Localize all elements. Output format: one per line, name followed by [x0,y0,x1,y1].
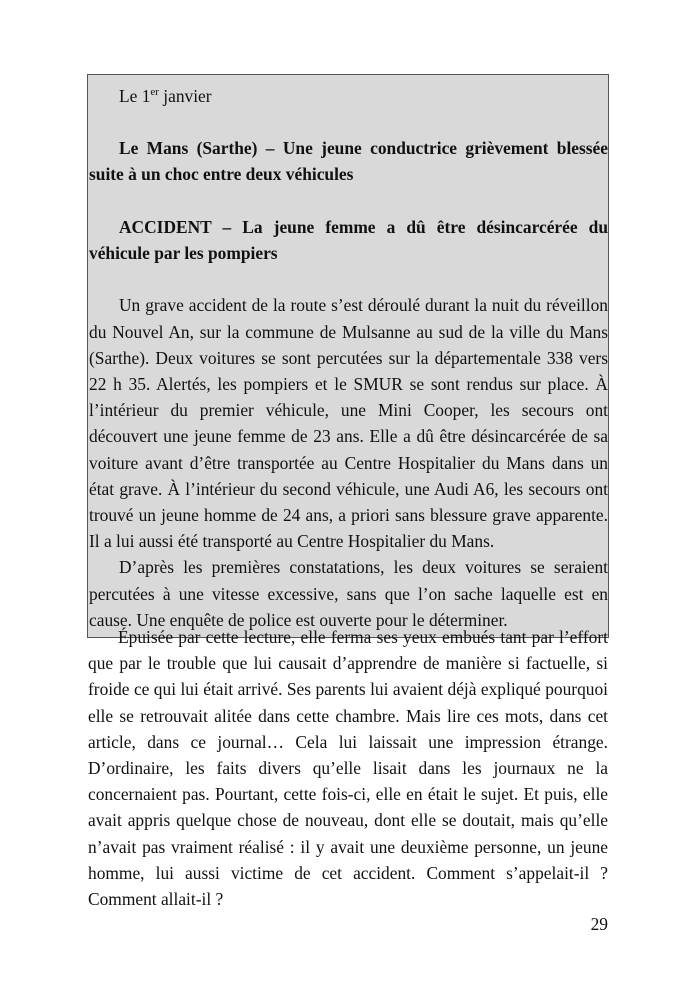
body-paragraph: Épuisée par cette lecture, elle ferma ses yeux embués tant par l’effort que par le trouble que lui causait d’apprendre de manière si factuelle, si froide ce qui lui était arrivé. Ses parents lui avaient déjà expliqué pourquoi elle se retrouvait alitée dans cette chambre. Mais lire ces mots, dans cet article, dans ce journal… Cela lui laissait une impression étrange. D’ordinaire, les faits divers qu’elle lisait dans les journaux ne la concernaient pas. Pourtant, cette fois-ci, elle en était le sujet. Et puis, elle avait appris quelque chose de nouveau, dont elle se doutait, mais qu’elle n’avait pas vraiment réalisé : il y avait une deuxième personne, un jeune homme, lui aussi victime de cet accident. Comment s’appelait-il ? Comment allait-il ? [88,627,608,910]
body-text-block [88,624,608,912]
article-subhead: ACCIDENT – La jeune femme a dû être désincarcérée du véhicule par les pompiers [89,216,608,263]
article-paragraph-2: D’après les premières constatations, les deux voitures se seraient percutées à une vitesse excessive, sans que l’on sache laquelle est en cause. Une enquête de police est ouverte pour le déterminer. [89,557,608,630]
page-number: 29 [590,914,608,934]
newspaper-article-box [87,74,609,638]
article-date-superscript: er [150,86,159,98]
article-headline: Le Mans (Sarthe) – Une jeune conductrice grièvement blessée suite à un choc entre deux véhicules [89,138,608,185]
article-date: Le 1er janvier [119,85,212,106]
article-paragraph-1: Un grave accident de la route s’est déroulé durant la nuit du réveillon du Nouvel An, sur la commune de Mulsanne au sud de la ville du Mans (Sarthe). Deux voitures se sont percutées sur la départementale 338 vers 22 h 35. Alertés, les pompiers et le SMUR se sont rendus sur place. À l’intérieur du premier véhicule, une Mini Cooper, les secours ont découvert une jeune femme de 23 ans. Elle a dû être désincarcérée de sa voiture avant d’être transportée au Centre Hospitalier du Mans dans un état grave. À l’intérieur du second véhicule, une Audi A6, les secours ont trouvé un jeune homme de 24 ans, a priori sans blessure grave apparente. Il a lui aussi été transporté au Centre Hospitalier du Mans. [89,295,608,552]
